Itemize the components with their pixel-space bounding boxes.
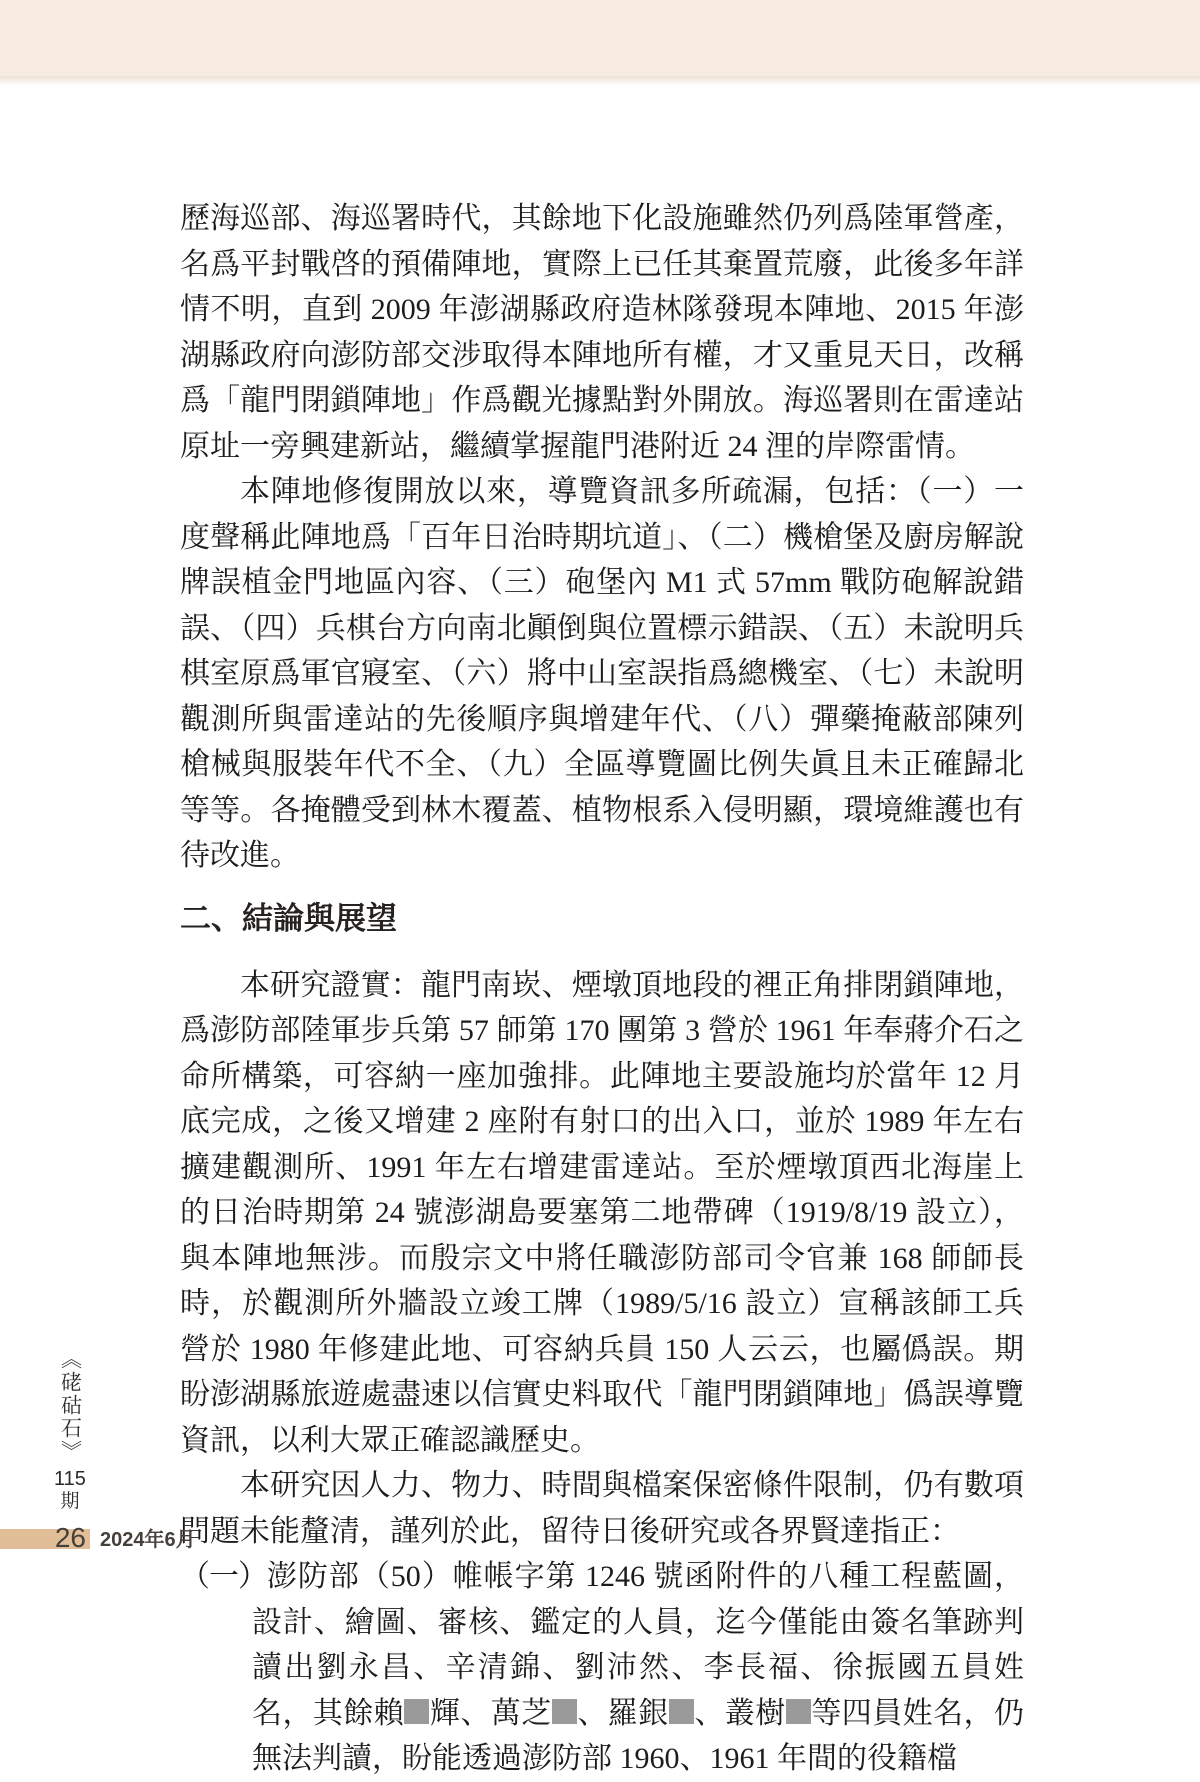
footer-date: 2024年6月: [100, 1529, 196, 1551]
body-paragraph-3: 本研究證實：龍門南崁、煙墩頂地段的裡正角排閉鎖陣地，爲澎防部陸軍步兵第 57 師第 170 團第 3 營於 1961 年奉蔣介石之命所構築，可容納一座加強排。此陣地主要設施均於當年 12 月底完成，之後又增建 2 座附有射口的出入口，並於 1989 年左右擴建觀測所、1991 年左右增建雷達站。至於煙墩頂西北海崖上的日治時期第 24 號澎湖島要塞第二地帶碑（1919/8/19 設立），與本陣地無涉。而殷宗文中將任職澎防部司令官兼 168 師師長時，於觀測所外牆設立竣工牌（1989/5/16 設立）宣稱該師工兵營於 1980 年修建此地、可容納兵員 150 人云云，也屬僞誤。期盼澎湖縣旅遊處盡速以信實史料取代「龍門閉鎖陣地」僞誤導覽資訊，以利大眾正確認識歷史。: [180, 968, 1024, 1457]
section-heading: 二、結論與展望: [180, 900, 397, 936]
issue-suffix: 期: [60, 1491, 80, 1512]
issue-number: 115: [54, 1468, 86, 1490]
numbered-list-item-1: [180, 1554, 1024, 1782]
page-top-band: [0, 0, 1200, 76]
page-number: 26: [54, 1522, 86, 1553]
list-item-text: 澎防部（50）帷帳字第 1246 號函附件的八種工程藍圖，設計、繪圖、審核、鑑定的人員，迄今僅能由簽名筆跡判讀出劉永昌、辛清錦、劉沛然、李長福、徐振國五員姓名，其餘賴 輝、萬芝 、羅銀 、叢樹 等四員姓名，仍無法判讀，盼能透過澎防部 1960、1961 年間的役籍檔: [252, 1560, 1025, 1775]
list-item-marker: （一）: [180, 1560, 267, 1593]
body-paragraph-1: 歷海巡部、海巡署時代，其餘地下化設施雖然仍列爲陸軍營產，名爲平封戰啓的預備陣地，實際上已任其棄置荒廢，此後多年詳情不明，直到 2009 年澎湖縣政府造林隊發現本陣地、2015 年澎湖縣政府向澎防部交涉取得本陣地所有權，才又重見天日，改稱爲「龍門閉鎖陣地」作爲觀光據點對外開放。海巡署則在雷達站原址一旁興建新站，繼續掌握龍門港附近 24 浬的岸際雷情。: [180, 202, 1024, 463]
redacted-character: [552, 1699, 577, 1724]
redacted-character: [669, 1699, 694, 1724]
journal-title-vertical: [50, 1348, 90, 1513]
redacted-character: [786, 1699, 811, 1724]
redacted-character: [404, 1699, 429, 1724]
journal-title-text: 《硓𥑮石》: [58, 1348, 83, 1463]
article-body: [180, 196, 1024, 1782]
body-paragraph-2: 本陣地修復開放以來，導覽資訊多所疏漏，包括：（一）一度聲稱此陣地爲「百年日治時期坑道」、（二）機槍堡及廚房解說牌誤植金門地區內容、（三）砲堡內 M1 式 57mm 戰防砲解說錯誤、（四）兵棋台方向南北顚倒與位置標示錯誤、（五）未說明兵棋室原爲軍官寢室、（六）將中山室誤指爲總機室、（七）未說明觀測所與雷達站的先後順序與增建年代、（八）彈藥掩蔽部陳列槍械與服裝年代不全、（九）全區導覽圖比例失眞且未正確歸北等等。各掩體受到林木覆蓋、植物根系入侵明顯，環境維護也有待改進。: [180, 475, 1024, 872]
body-paragraph-4: 本研究因人力、物力、時間與檔案保密條件限制，仍有數項問題未能釐清，謹列於此，留待日後研究或各界賢達指正：: [180, 1469, 1024, 1548]
